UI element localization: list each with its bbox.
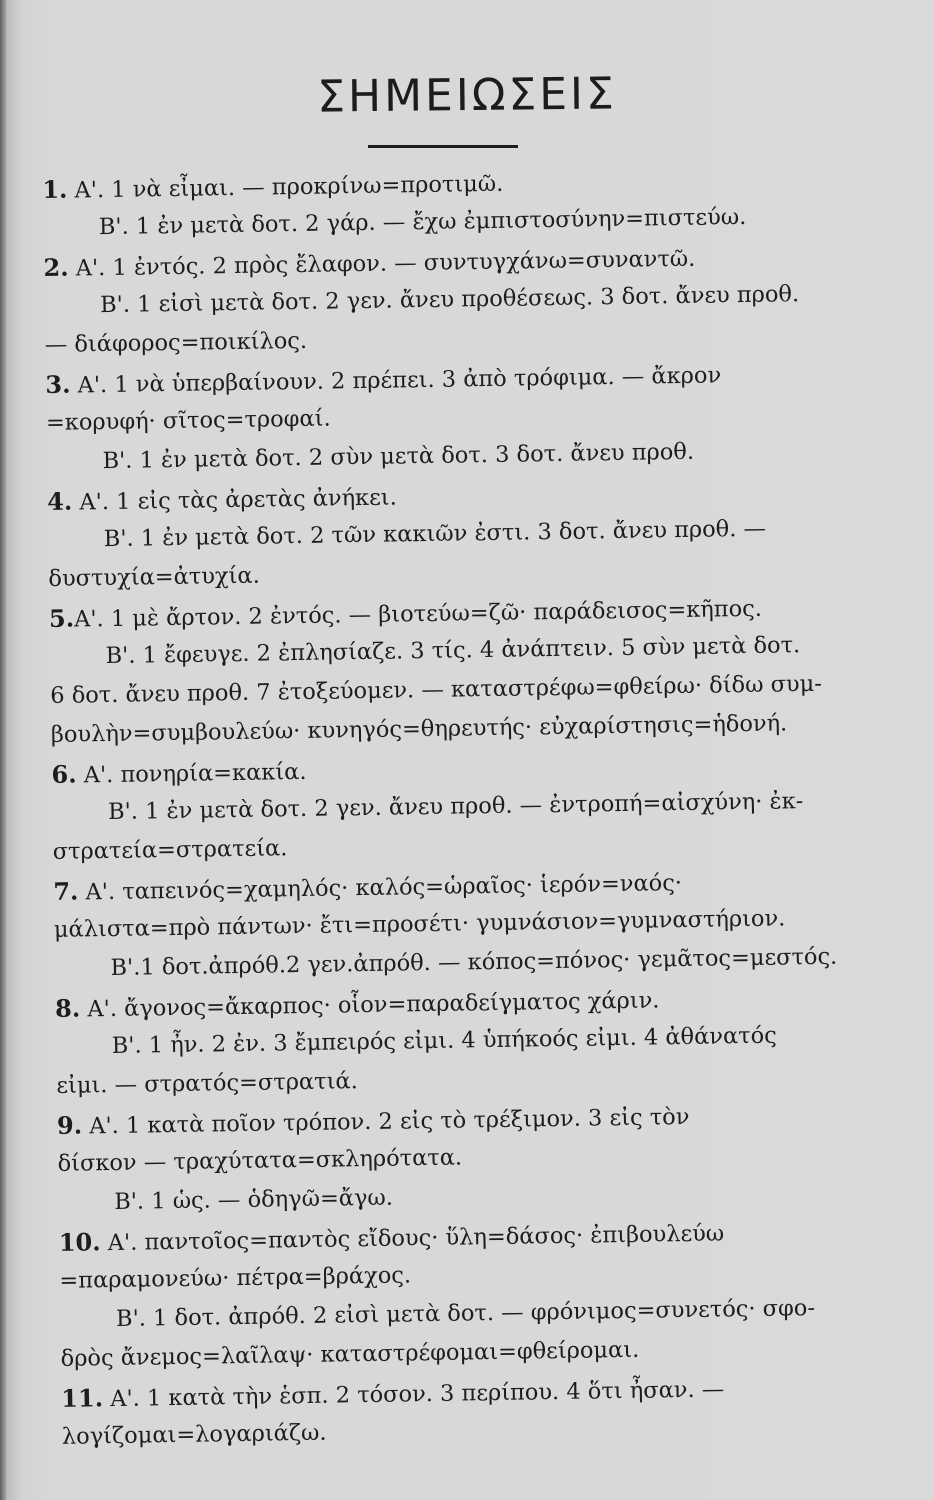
note-number: 4.: [46, 486, 73, 516]
note-text: =παραμονεύω· πέτρα=βράχος.: [59, 1262, 412, 1294]
note-text: δίσκον — τραχύτατα=σκληρότατα.: [57, 1144, 463, 1177]
note-text: Α'. 1 νὰ ὑπερβαίνουν. 2 πρέπει. 3 ἀπὸ τρόφιμα. — ἄκρον: [70, 362, 722, 399]
note-number: 2.: [43, 252, 69, 282]
note-number: 7.: [53, 876, 79, 906]
title-rule: [368, 145, 518, 148]
note-text: δυστυχία=ἀτυχία.: [48, 562, 260, 592]
note-text: — διάφορος=ποικίλος.: [44, 327, 308, 358]
note-text: Α'. 1 νὰ εἶμαι. — προκρίνω=προτιμῶ.: [67, 170, 504, 204]
note-text: Β'. 1 ἐν μετὰ δοτ. 2 γεν. ἄνευ προθ. — ἐντροπή=αἰσχύνη· ἐκ-: [107, 788, 804, 826]
note-text: Α'. ταπεινός=χαμηλός· καλός=ὡραῖος· ἱερόν=ναός·: [78, 870, 683, 906]
note-text: Β'. 1 δοτ. ἀπρόθ. 2 εἰσὶ μετὰ δοτ. — φρόνιμος=συνετός· σφο-: [115, 1295, 816, 1332]
note-text: Β'. 1 ἐν μετὰ δοτ. 2 τῶν κακιῶν ἐστι. 3 δοτ. ἄνευ προθ. —: [103, 515, 767, 553]
note-text: λογίζομαι=λογαριάζω.: [61, 1419, 327, 1450]
note-text: μάλιστα=πρὸ πάντων· ἔτι=προσέτι· γυμνάσιον=γυμναστήριον.: [53, 905, 786, 943]
note-text: δρὸς ἄνεμος=λαῖλαψ· καταστρέφομαι=φθείρομαι.: [60, 1336, 640, 1372]
note-text: Α'. ἄγονος=ἄκαρπος· οἷον=παραδείγματος χάριν.: [80, 987, 660, 1023]
note-text: Β'. 1 ἐν μετὰ δοτ. 2 σὺν μετὰ δοτ. 3 δοτ. ἄνευ προθ.: [102, 438, 695, 475]
page-title: ΣΗΜΕΙΩΣΕΙΣ: [316, 68, 618, 123]
notes-text: [42, 156, 922, 1456]
note-text: Β'. 1 ἐν μετὰ δοτ. 2 γάρ. — ἔχω ἐμπιστοσύνην=πιστεύω.: [98, 203, 747, 241]
note-number: 6.: [51, 759, 77, 789]
note-text: βουλὴν=συμβουλεύω· κυνηγός=θηρευτής· εὐχαρίστησις=ἡδονή.: [50, 710, 788, 748]
note-text: στρατεία=στρατεία.: [52, 835, 288, 865]
note-text: Β'. 1 ὡς. — ὁδηγῶ=ἄγω.: [114, 1184, 394, 1215]
note-text: Β'.1 δοτ.ἀπρόθ.2 γεν.ἀπρόθ. — κόπος=πόνος· γεμᾶτος=μεστός.: [110, 943, 838, 982]
note-text: Α'. 1 κατὰ ποῖον τρόπον. 2 εἰς τὸ τρέξιμον. 3 εἰς τὸν: [81, 1103, 690, 1140]
note-text: Β'. 1 εἰσὶ μετὰ δοτ. 2 γεν. ἄνευ προθέσεως. 3 δοτ. ἄνευ προθ.: [99, 281, 800, 319]
note-number: 9.: [56, 1110, 83, 1140]
note-text: 6 δοτ. ἄνευ προθ. 7 ἐτοξεύομεν. — καταστρέφω=φθείρω· δίδω συμ-: [50, 670, 823, 709]
note-number: 11.: [61, 1383, 104, 1413]
note-text: Α'. παντοῖος=παντὸς εἴδους· ὕλη=δάσος· ἐπιβουλεύω: [100, 1220, 725, 1257]
note-number: 8.: [54, 993, 81, 1023]
note-number: 3.: [45, 369, 71, 399]
note-text: Α'. πονηρία=κακία.: [76, 758, 307, 789]
note-number: 10.: [58, 1227, 101, 1257]
note-text: Α'. 1 ἐντός. 2 πρὸς ἔλαφον. — συντυγχάνω=συναντῶ.: [68, 245, 696, 282]
note-text: Β'. 1 ἔφευγε. 2 ἐπλησίαζε. 3 τίς. 4 ἀνάπτειν. 5 σὺν μετὰ δοτ.: [105, 632, 801, 670]
note-text: Α'. 1 μὲ ἄρτον. 2 ἐντός. — βιοτεύω=ζῶ· παράδεισος=κῆπος.: [73, 595, 763, 633]
note-text: Α'. 1 κατὰ τὴν ἑσπ. 2 τόσον. 3 περίπου. 4 ὅτι ἦσαν. —: [102, 1376, 725, 1413]
note-number: 1.: [42, 174, 68, 204]
note-text: Β'. 1 ἦν. 2 ἐν. 3 ἔμπειρός εἰμι. 4 ὑπήκοός εἰμι. 4 ἀθάνατός: [111, 1022, 777, 1060]
note-text: εἰμι. — στρατός=στρατιά.: [56, 1068, 358, 1099]
note-text: Α'. 1 εἰς τὰς ἀρετὰς ἀνήκει.: [72, 484, 397, 516]
note-text: =κορυφή· σῖτος=τροφαί.: [45, 405, 331, 436]
note-number: 5.: [48, 603, 75, 633]
page-binding-edge: [0, 0, 6, 1500]
